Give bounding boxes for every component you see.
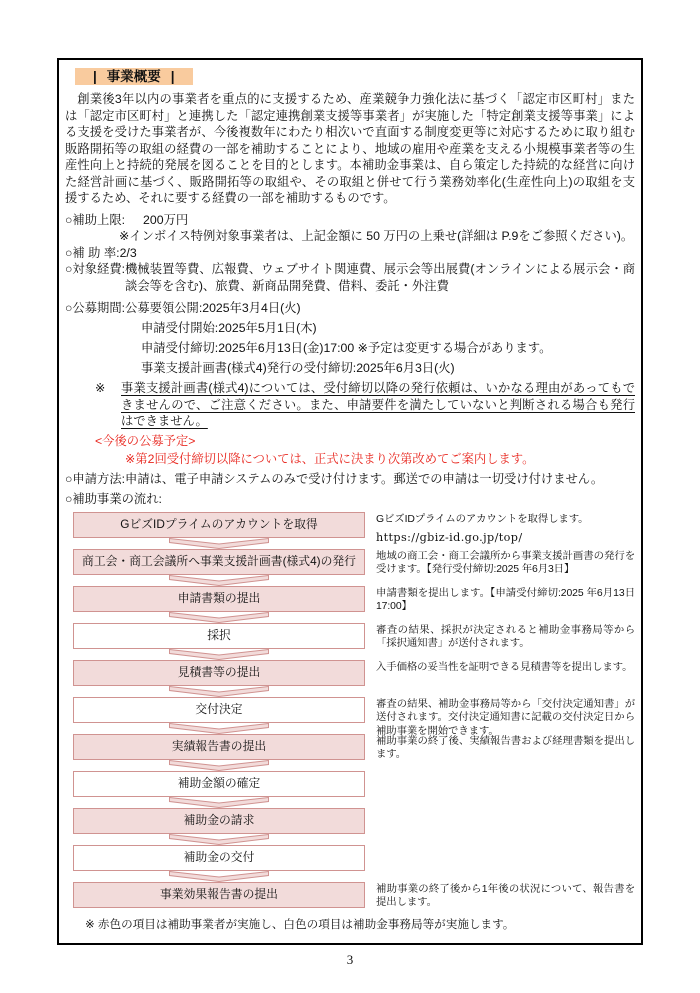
chevron-down-arrow-icon: [169, 649, 269, 660]
eligible-expenses-label: ○対象経費:: [65, 262, 126, 276]
schedule-line-form4: 事業支援計画書(様式4)発行の受付締切:2025年6月3日(火): [141, 361, 455, 375]
flow-step-label: GビズIDプライムのアカウントを取得: [120, 517, 318, 531]
flow-step-label: 補助金額の確定: [177, 776, 261, 790]
schedule-open-value: 公募要領公開:2025年3月4日(火): [125, 301, 301, 315]
application-method-line: ○申請方法:申請は、電子申請システムのみで受け付けます。郵送での申請は一切受け付けません。: [65, 471, 604, 486]
flow-step-row: [65, 623, 635, 649]
chevron-down-arrow-icon: [169, 723, 269, 734]
flow-arrow-row: [65, 871, 635, 882]
flow-step-box: [73, 697, 365, 723]
flow-step-annotation: [376, 586, 635, 614]
flow-step-label: 実績報告書の提出: [171, 739, 267, 753]
flow-step-note: 補助事業の終了後から1年後の状況について、報告書を提出します。: [376, 883, 635, 908]
flow-step-row: [65, 771, 635, 797]
chevron-down-arrow-icon: [169, 760, 269, 771]
flow-step-row: [65, 660, 635, 686]
flow-step-box: [73, 586, 365, 612]
flow-footnote: ※ 赤色の項目は補助事業者が実施し、白色の項目は補助金事務局等が実施します。: [85, 917, 515, 931]
flow-step-row: [65, 845, 635, 871]
chevron-down-arrow-icon: [169, 575, 269, 586]
schedule-line-deadline: 申請受付締切:2025年6月13日(金)17:00 ※予定は変更する場合があります。: [141, 341, 552, 355]
eligible-expenses-line: [65, 261, 635, 294]
flow-step-annotation: [376, 697, 635, 739]
flow-step-row: [65, 808, 635, 834]
flow-step-row: [65, 586, 635, 612]
flow-step-label: 商工会・商工会議所へ事業支援計画書(様式4)の発行: [82, 554, 356, 568]
content-border-box: [57, 58, 643, 945]
chevron-down-arrow-icon: [169, 797, 269, 808]
flow-step-note: 審査の結果、補助金事務局等から「交付決定通知書」が送付されます。交付決定通知書に記載の交付決定日から補助事業を開始できます。: [376, 698, 635, 737]
flow-arrow-row: [65, 797, 635, 808]
schedule-line-start: 申請受付開始:2025年5月1日(木): [141, 321, 317, 335]
flow-step-annotation: [376, 623, 635, 651]
flow-step-label: 見積書等の提出: [177, 665, 261, 679]
chevron-down-arrow-icon: [169, 834, 269, 845]
intro-paragraph: 創業後3年以内の事業者を重点的に支援するため、産業競争力強化法に基づく「認定市区町村」または「認定市区町村」と連携した「認定連携創業支援等事業者」が実施した「特定創業支援等事業」による支援を受けた事業者が、今後複数年にわたり相次いで直面する制度変更等に対応するために取り組む販路開拓等の取組の経費の一部を補助することにより、地域の雇用や産業を支える小規模事業者等の生産性向上と持続的発展を図ることを目的とします。本補助金事業は、自ら策定した持続的な経営に向けた経営計画に基づく、販路開拓等の取組や、その取組と併せて行う業務効率化(生産性向上)の取組を支援するため、それに要する経費の一部を補助するものです。: [65, 92, 635, 205]
schedule-line-open: [65, 300, 635, 317]
eligible-expenses-value: 機械装置等費、広報費、ウェブサイト関連費、展示会等出展費(オンラインによる展示会・商談会等を含む)、旅費、新商品開発費、借料、委託・外注費: [125, 262, 635, 293]
warning-marker: ※: [95, 381, 106, 395]
flow-step-box: [73, 771, 365, 797]
flow-step-note: 地域の商工会・商工会議所から事業支援計画書の発行を受けます。【発行受付締切:2025 年6月3日】: [376, 550, 635, 575]
flow-step-note: 入手価格の妥当性を証明できる見積書等を提出します。: [376, 661, 633, 673]
page-number: 3: [346, 952, 354, 967]
schedule-block: [65, 300, 635, 377]
warning-note: [95, 380, 635, 430]
flow-step-annotation: [376, 512, 635, 545]
flow-step-row: [65, 882, 635, 908]
flow-step-box: [73, 882, 365, 908]
flow-step-annotation: [376, 549, 635, 577]
flow-step-label: 採択: [207, 628, 231, 642]
title-highlight: [75, 68, 193, 85]
flow-step-annotation: [376, 882, 635, 910]
title-bar-left: |: [93, 69, 97, 84]
flow-step-box: [73, 623, 365, 649]
chevron-down-arrow-icon: [169, 686, 269, 697]
flow-step-label: 補助金の請求: [183, 813, 255, 827]
chevron-down-arrow-icon: [169, 538, 269, 549]
flow-step-box: [73, 845, 365, 871]
subsidy-limit-value: 200万円: [143, 212, 189, 227]
flow-step-annotation: [376, 734, 635, 762]
subsidy-limit-label: ○補助上限:: [65, 212, 126, 227]
flow-step-box: [73, 734, 365, 760]
invoice-note: ※インボイス特例対象事業者は、上記金額に 50 万円の上乗せ(詳細は P.9をご参照ください)。: [119, 229, 634, 243]
flow-arrow-row: [65, 686, 635, 697]
flow-step-label: 事業効果報告書の提出: [160, 887, 278, 901]
flow-step-row: [65, 697, 635, 737]
subsidy-limit-line: [65, 212, 635, 229]
subsidy-rate-line: ○補 助 率:2/3: [65, 245, 137, 260]
flow-step-note: GビズIDプライムのアカウントを取得します。: [376, 513, 589, 525]
flow-step-label: 交付決定: [195, 702, 243, 716]
chevron-down-arrow-icon: [169, 612, 269, 623]
future-schedule-heading: <今後の公募予定>: [95, 433, 196, 448]
chevron-down-arrow-icon: [169, 871, 269, 882]
schedule-label: ○公募期間:: [65, 301, 126, 315]
flow-step-row: [65, 512, 635, 544]
title-bar-right: |: [170, 69, 175, 84]
flow-step-url: https://gbiz-id.go.jp/top/: [376, 531, 523, 544]
flow-step-row: [65, 549, 635, 575]
flowchart: [65, 512, 635, 908]
flow-step-row: [65, 734, 635, 760]
flow-step-note: 補助事業の終了後、実績報告書および経理書類を提出します。: [376, 735, 635, 760]
warning-text: 事業支援計画書(様式4)については、受付締切以降の発行依頼は、いかなる理由があってもできませんので、ご注意ください。また、申請要件を満たしていないと判断される場合も発行はできません。: [121, 381, 635, 428]
future-schedule-note: ※第2回受付締切以降については、正式に決まり次第改めてご案内します。: [125, 452, 535, 466]
flow-label: ○補助事業の流れ:: [65, 492, 162, 506]
flow-step-annotation: [376, 660, 635, 675]
page-title: 事業概要: [106, 69, 161, 84]
flow-step-note: 審査の結果、採択が決定されると補助金事務局等から「採択通知書」が送付されます。: [376, 624, 635, 649]
flow-step-label: 補助金の交付: [183, 850, 255, 864]
section-title: [75, 68, 635, 86]
flow-step-box: [73, 512, 365, 538]
flow-arrow-row: [65, 834, 635, 845]
flow-step-box: [73, 660, 365, 686]
flow-step-label: 申請書類の提出: [177, 591, 261, 605]
flow-step-note: 申請書類を提出します。【申請受付締切:2025 年6月13日 17:00】: [376, 587, 635, 612]
flow-step-box: [73, 808, 365, 834]
flow-step-box: [73, 549, 365, 575]
